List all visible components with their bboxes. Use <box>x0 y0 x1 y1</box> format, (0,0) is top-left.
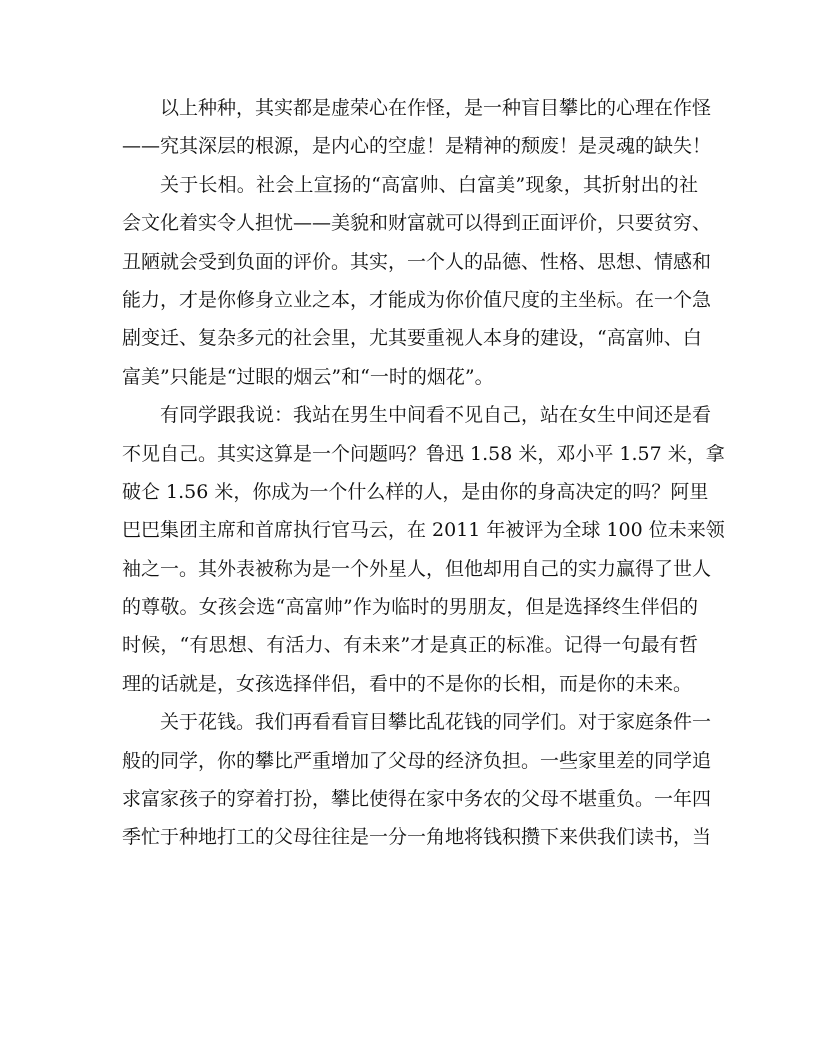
text-line: 破仑 1.56 米，你成为一个什么样的人，是由你的身高决定的吗？阿里 <box>122 480 709 503</box>
text-line: 丑陋就会受到负面的评价。其实，一个人的品德、性格、思想、情感和 <box>122 250 712 273</box>
text-line: 会文化着实令人担忧——美貌和财富就可以得到正面评价，只要贫穷、 <box>122 212 712 235</box>
text-line: 富美”只能是“过眼的烟云”和“一时的烟花”。 <box>122 365 494 388</box>
paragraph-height <box>122 404 725 695</box>
text-line: 关于花钱。我们再看看盲目攀比乱花钱的同学们。对于家庭条件一 <box>160 711 712 734</box>
body-text <box>122 97 725 866</box>
text-line: 袖之一。其外表被称为是一个外星人，但他却用自己的实力赢得了世人 <box>122 557 712 580</box>
text-line: 以上种种，其实都是虚荣心在作怪，是一种盲目攀比的心理在作怪 <box>160 97 712 119</box>
text-line: 剧变迁、复杂多元的社会里，尤其要重视人本身的建设，“高富帅、白 <box>122 327 702 350</box>
text-line: 巴巴集团主席和首席执行官马云，在 2011 年被评为全球 100 位未来领 <box>122 519 725 542</box>
text-line: ——究其深层的根源，是内心的空虚！是精神的颓废！是灵魂的缺失！ <box>122 135 712 158</box>
text-line: 不见自己。其实这算是一个问题吗？鲁迅 1.58 米，邓小平 1.57 米，拿 <box>122 442 725 465</box>
paragraph-vanity-summary <box>122 97 712 158</box>
text-line: 的尊敬。女孩会选“高富帅”作为临时的男朋友，但是选择终生伴侣的 <box>122 596 698 619</box>
text-line: 关于长相。社会上宣扬的“高富帅、白富美”现象，其折射出的社 <box>160 173 698 196</box>
text-line: 时候，“有思想、有活力、有未来”才是真正的标准。记得一句最有哲 <box>122 634 698 657</box>
paragraph-spending <box>122 711 712 849</box>
text-line: 季忙于种地打工的父母往往是一分一角地将钱积攒下来供我们读书，当 <box>122 826 712 849</box>
text-line: 有同学跟我说：我站在男生中间看不见自己，站在女生中间还是看 <box>160 404 712 427</box>
paragraph-appearance <box>122 173 712 388</box>
text-line: 求富家孩子的穿着打扮，攀比使得在家中务农的父母不堪重负。一年四 <box>122 788 712 811</box>
text-line: 能力，才是你修身立业之本，才能成为你价值尺度的主坐标。在一个急 <box>122 288 712 311</box>
text-line: 理的话就是，女孩选择伴侣，看中的不是你的长相，而是你的未来。 <box>122 672 693 695</box>
text-line: 般的同学，你的攀比严重增加了父母的经济负担。一些家里差的同学追 <box>122 749 712 772</box>
